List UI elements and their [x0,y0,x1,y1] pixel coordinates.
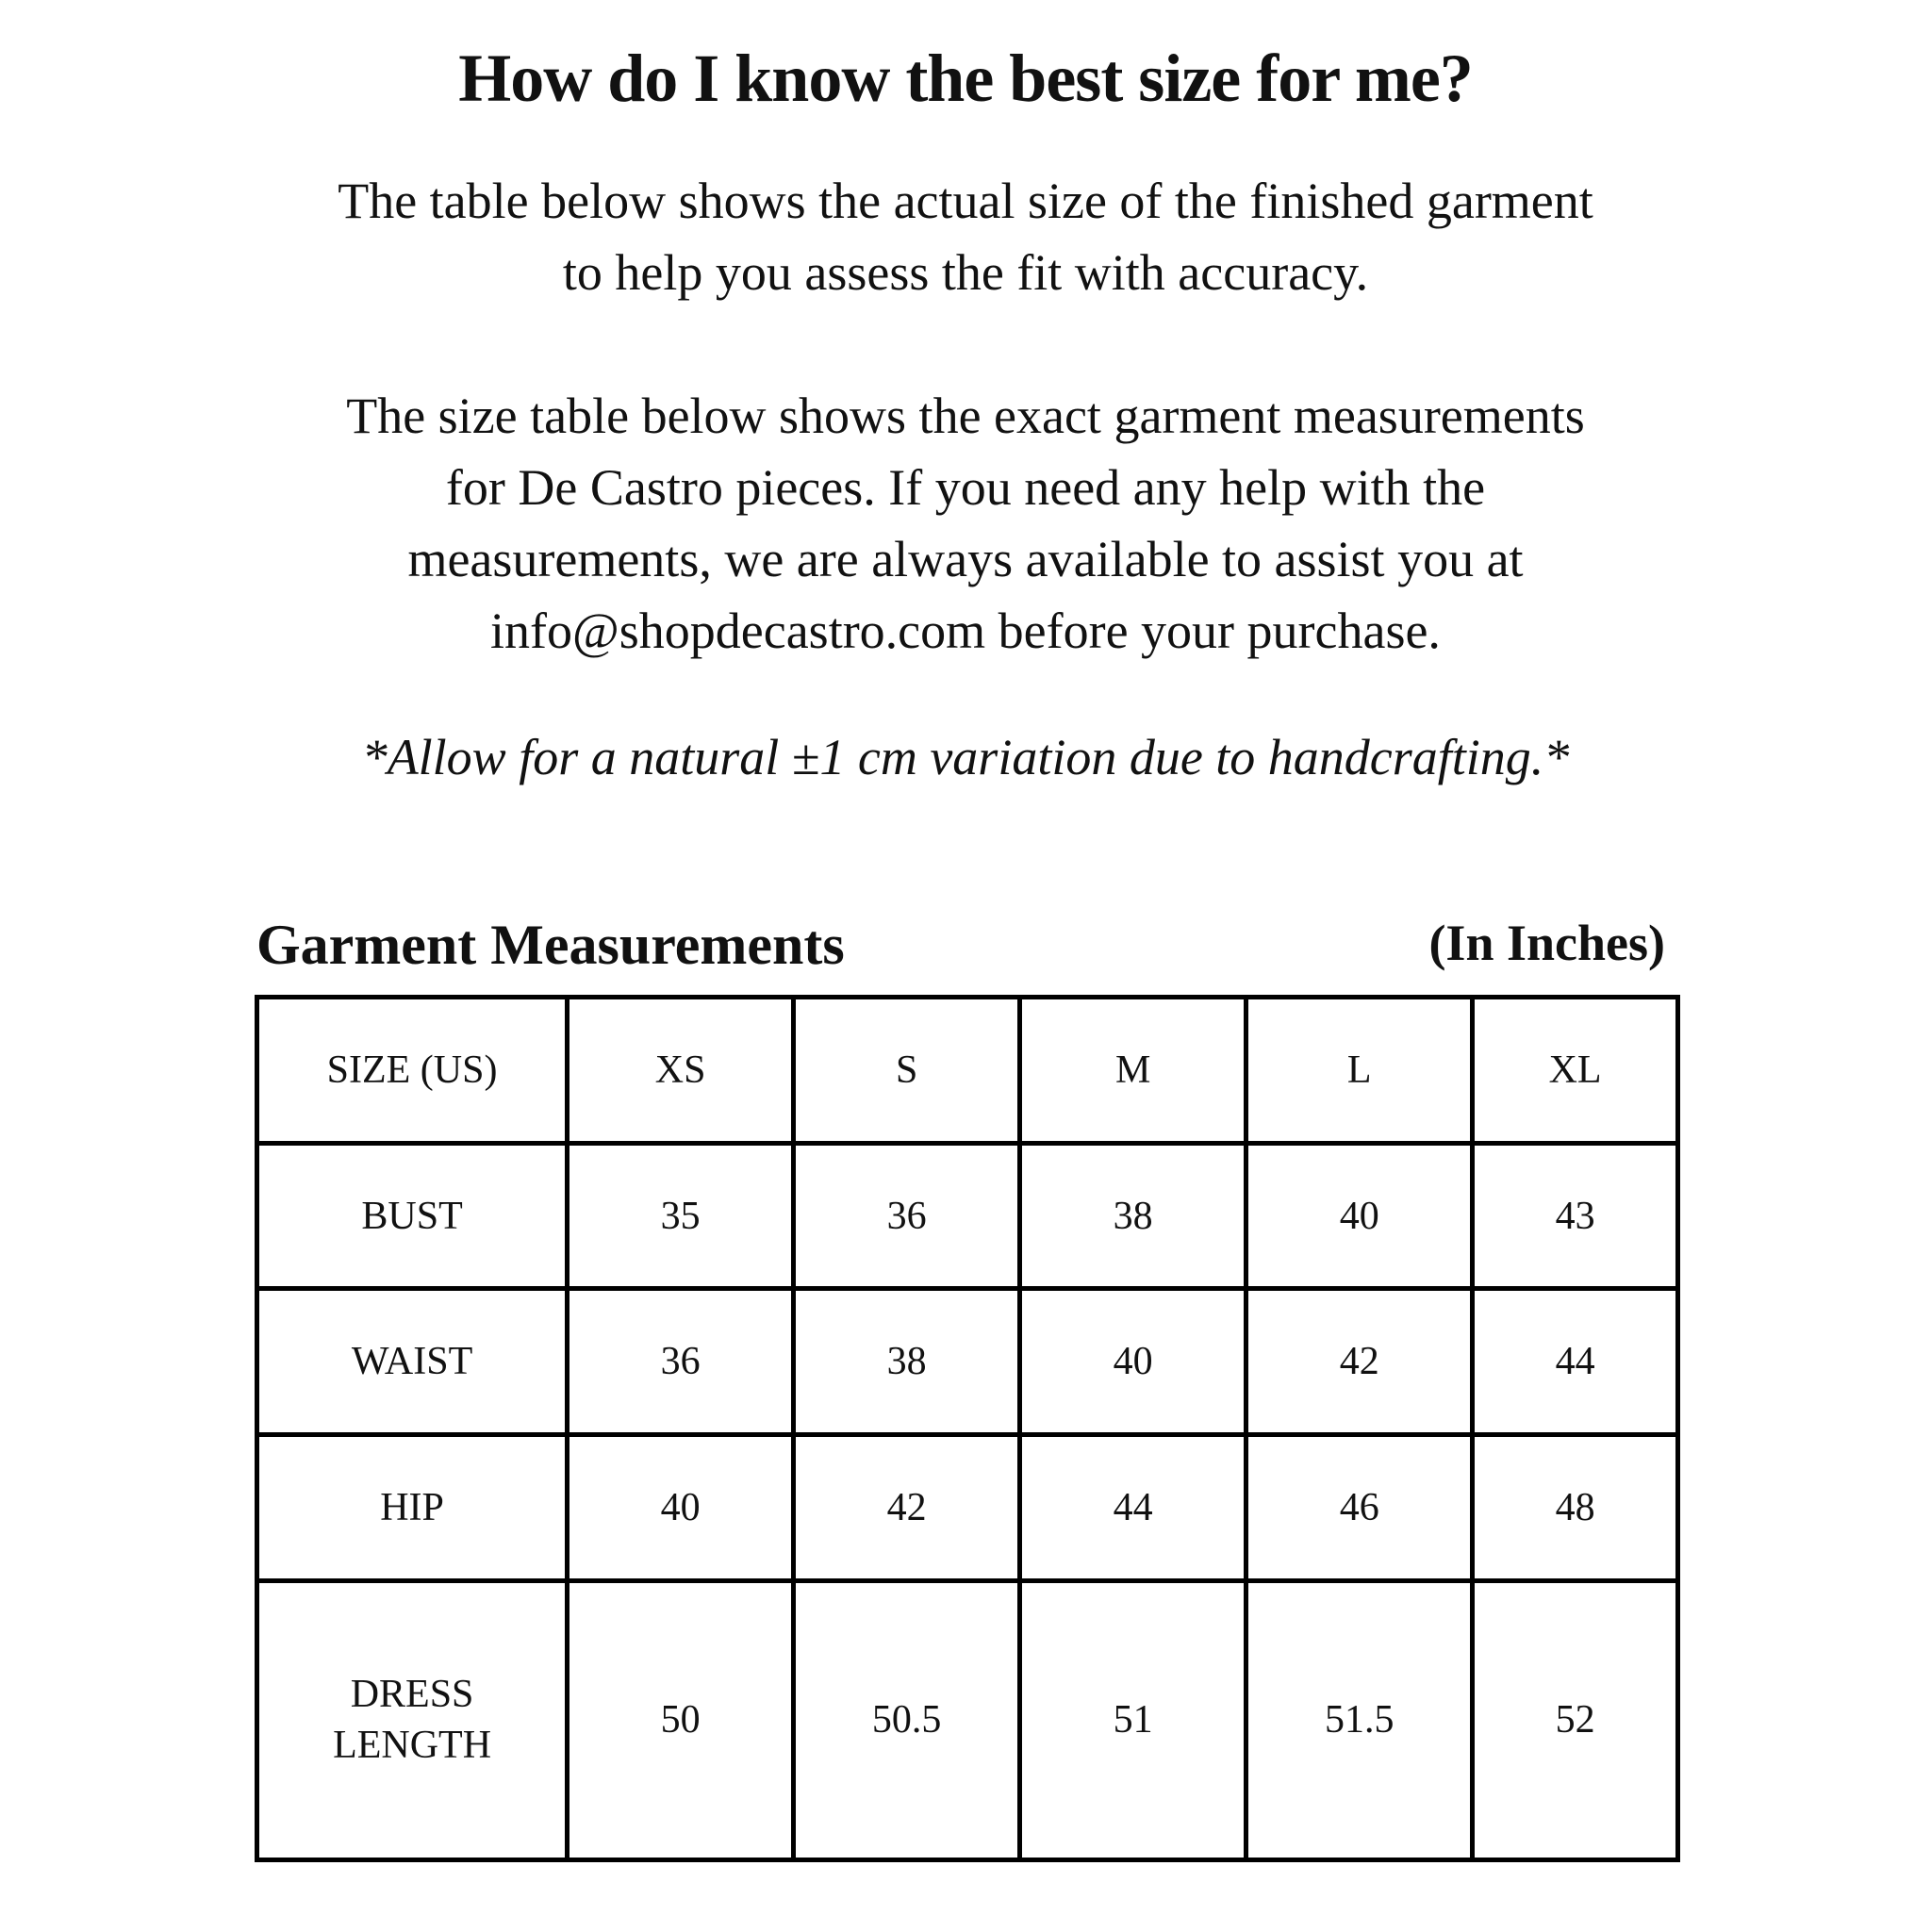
variation-note: *Allow for a natural ±1 cm variation due to handcrafting.* [361,729,1570,785]
header-cell-size: SIZE (US) [257,998,568,1144]
table-cell: 38 [794,1289,1020,1435]
size-table [255,995,1680,1862]
table-cell: 44 [1020,1435,1246,1581]
header-cell-xl: XL [1473,998,1678,1144]
table-cell: 46 [1246,1435,1473,1581]
details-line-email: info@shopdecastro.com before your purchase. [490,603,1441,659]
table-row-bust [257,1143,1678,1289]
table-cell: 43 [1473,1143,1678,1289]
row-label-line: LENGTH [333,1724,492,1768]
details-line: The size table below shows the exact garment measurements [346,388,1585,444]
section-title: Garment Measurements [256,914,845,976]
table-cell: 42 [794,1435,1020,1581]
table-cell: 50.5 [794,1580,1020,1859]
header-cell-s: S [794,998,1020,1144]
page-title: How do I know the best size for me? [458,41,1473,116]
table-cell: 44 [1473,1289,1678,1435]
header-cell-xs: XS [568,998,794,1144]
table-cell: 40 [568,1435,794,1581]
table-cell: 42 [1246,1289,1473,1435]
table-cell: 48 [1473,1435,1678,1581]
table-row-dress-length [257,1580,1678,1859]
row-label: BUST [257,1143,568,1289]
row-label-line: DRESS [350,1673,474,1717]
table-row-waist [257,1289,1678,1435]
table-cell: 36 [568,1289,794,1435]
header-cell-m: M [1020,998,1246,1144]
units-label: (In Inches) [1428,915,1665,971]
table-cell: 52 [1473,1580,1678,1859]
table-cell: 36 [794,1143,1020,1289]
table-cell: 51.5 [1246,1580,1473,1859]
intro-paragraph [0,165,1931,308]
table-cell: 50 [568,1580,794,1859]
intro-line: The table below shows the actual size of the finished garment [338,173,1593,229]
table-cell: 51 [1020,1580,1246,1859]
intro-line: to help you assess the fit with accuracy. [562,244,1369,301]
details-line: for De Castro pieces. If you need any help with the [445,459,1486,516]
table-cell: 38 [1020,1143,1246,1289]
table-cell: 35 [568,1143,794,1289]
row-label [257,1580,568,1859]
header-cell-l: L [1246,998,1473,1144]
details-line: measurements, we are always available to assist you at [407,531,1524,587]
row-label: HIP [257,1435,568,1581]
details-paragraph [0,380,1931,667]
table-row-hip [257,1435,1678,1581]
table-cell: 40 [1020,1289,1246,1435]
row-label: WAIST [257,1289,568,1435]
table-cell: 40 [1246,1143,1473,1289]
table-header-row [257,998,1678,1144]
